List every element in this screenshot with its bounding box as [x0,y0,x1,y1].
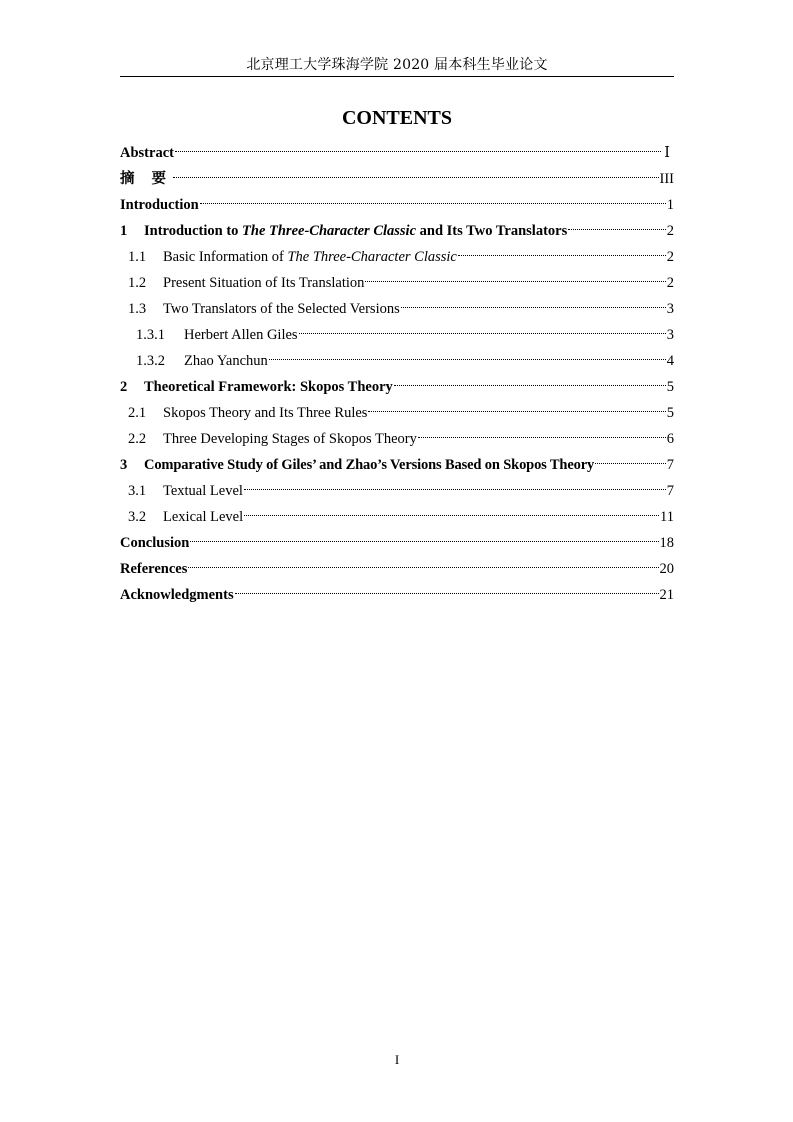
toc-entry-section-2-1[interactable] [120,400,674,426]
dot-leader [418,437,666,438]
page-title: CONTENTS [341,107,453,129]
toc-number: 1.2 [128,275,147,291]
toc-page: 5 [666,405,674,421]
toc-number: 2.1 [128,405,147,421]
toc-number: 1 [120,223,128,239]
toc-number: 3 [120,457,128,473]
toc-label: Abstract [120,145,174,161]
dot-leader [244,489,666,490]
dot-leader [299,333,666,334]
toc-label: 摘 要 [120,171,173,187]
dot-leader [394,385,666,386]
toc-page: 1 [666,197,674,213]
dot-leader [269,359,666,360]
toc-label: Skopos Theory and Its Three Rules [163,405,368,421]
toc-entry-section-2-2[interactable] [120,426,674,452]
toc-page: 2 [666,223,674,239]
toc-page: 3 [666,327,674,343]
toc-entry-section-1-2[interactable] [120,270,674,296]
toc-page: 11 [660,509,674,525]
toc-number: 1.3.2 [136,353,165,369]
toc-entry-chapter-2[interactable] [120,374,674,400]
toc-entry-conclusion[interactable] [120,530,674,556]
toc-label: Introduction to The Three-Character Classic and Its Two Translators [144,223,568,239]
toc-label: Two Translators of the Selected Versions [163,301,400,317]
dot-leader [368,411,665,412]
toc-entry-chapter-3[interactable] [120,452,674,478]
toc-number: 2.2 [128,431,147,447]
toc-page: 4 [666,353,674,369]
toc-entry-section-3-2[interactable] [120,504,674,530]
toc-label: Theoretical Framework: Skopos Theory [144,379,393,395]
toc-page: Ⅰ [664,145,670,161]
dot-leader [365,281,665,282]
dot-leader [173,177,658,178]
toc-page: 7 [666,457,674,473]
toc-page: 20 [659,561,674,577]
header-rule [120,76,674,77]
toc-label: Herbert Allen Giles [184,327,298,343]
toc-entry-chapter-1[interactable] [120,218,674,244]
table-of-contents [120,140,674,608]
toc-page: 3 [666,301,674,317]
toc-number: 1.3 [128,301,147,317]
toc-page: 7 [666,483,674,499]
toc-label: Lexical Level [163,509,244,525]
toc-entry-section-1-3[interactable] [120,296,674,322]
toc-number: 1.3.1 [136,327,165,343]
toc-label: Introduction [120,197,199,213]
dot-leader [595,463,666,464]
toc-number: 3.1 [128,483,147,499]
toc-entry-references[interactable] [120,556,674,582]
dot-leader [244,515,659,516]
dot-leader [235,593,659,594]
dot-leader [458,255,666,256]
toc-page: 2 [666,249,674,265]
toc-entry-zhaiyao[interactable] [120,166,674,192]
toc-page: 21 [659,587,674,603]
toc-label: Conclusion [120,535,190,551]
dot-leader [190,541,658,542]
toc-label: Zhao Yanchun [184,353,268,369]
toc-number: 3.2 [128,509,147,525]
running-header: 北京理工大学珠海学院 2020 届本科生毕业论文 [246,57,548,73]
toc-label: Textual Level [163,483,243,499]
toc-page: III [659,171,674,187]
toc-label: Present Situation of Its Translation [163,275,365,291]
dot-leader [175,151,661,152]
page-number: I [394,1052,400,1067]
toc-label: Basic Information of The Three-Character Classic [163,249,457,265]
dot-leader [188,567,658,568]
toc-entry-section-1-3-2[interactable] [120,348,674,374]
toc-entry-section-1-3-1[interactable] [120,322,674,348]
toc-entry-section-3-1[interactable] [120,478,674,504]
toc-label: Three Developing Stages of Skopos Theory [163,431,417,447]
toc-label: Comparative Study of Giles’ and Zhao’s Versions Based on Skopos Theory [144,457,595,473]
toc-page: 2 [666,275,674,291]
dot-leader [200,203,666,204]
toc-entry-acknowledgments[interactable] [120,582,674,608]
toc-entry-abstract[interactable] [120,140,674,166]
toc-entry-introduction[interactable] [120,192,674,218]
toc-page: 5 [666,379,674,395]
toc-number: 1.1 [128,249,147,265]
toc-number: 2 [120,379,128,395]
toc-page: 6 [666,431,674,447]
dot-leader [568,229,666,230]
toc-label: Acknowledgments [120,587,234,603]
toc-page: 18 [659,535,674,551]
toc-entry-section-1-1[interactable] [120,244,674,270]
toc-label: References [120,561,188,577]
dot-leader [401,307,666,308]
